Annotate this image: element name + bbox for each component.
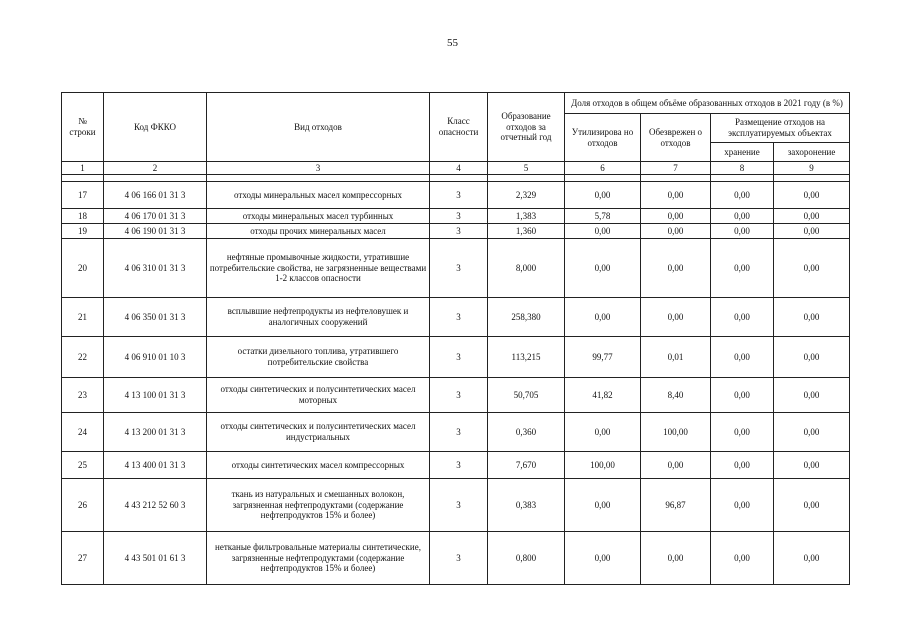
row-number-cell: 27 <box>62 532 104 585</box>
header-placement-group: Размещение отходов на эксплуатируемых объектах <box>711 114 850 143</box>
burial-cell: 0,00 <box>774 479 850 532</box>
fkko-code-cell: 4 13 100 01 31 3 <box>104 378 207 413</box>
waste-name-cell: нетканые фильтровальные материалы синтетические, загрязненные нефтепродуктами (содержание нефтепродуктов 15% и более) <box>207 532 430 585</box>
waste-name-cell: отходы синтетических и полусинтетических масел моторных <box>207 378 430 413</box>
burial-cell: 0,00 <box>774 224 850 239</box>
fkko-code-cell: 4 06 190 01 31 3 <box>104 224 207 239</box>
neutralized-cell: 0,00 <box>641 182 711 209</box>
hazard-class-cell: 3 <box>430 532 488 585</box>
utilized-cell: 0,00 <box>565 413 641 452</box>
table-row <box>62 337 850 378</box>
spacer-cell <box>488 175 565 182</box>
storage-cell: 0,00 <box>711 209 774 224</box>
utilized-cell: 41,82 <box>565 378 641 413</box>
table-row <box>62 224 850 239</box>
utilized-cell: 0,00 <box>565 298 641 337</box>
storage-cell: 0,00 <box>711 239 774 298</box>
fkko-code-cell: 4 06 350 01 31 3 <box>104 298 207 337</box>
storage-cell: 0,00 <box>711 413 774 452</box>
burial-cell: 0,00 <box>774 298 850 337</box>
table-row <box>62 452 850 479</box>
spacer-cell <box>104 175 207 182</box>
hazard-class-cell: 3 <box>430 224 488 239</box>
burial-cell: 0,00 <box>774 182 850 209</box>
storage-cell: 0,00 <box>711 378 774 413</box>
neutralized-cell: 8,40 <box>641 378 711 413</box>
hazard-class-cell: 3 <box>430 378 488 413</box>
table-row <box>62 378 850 413</box>
utilized-cell: 0,00 <box>565 479 641 532</box>
spacer-cell <box>711 175 774 182</box>
row-number-cell: 19 <box>62 224 104 239</box>
generated-cell: 1,360 <box>488 224 565 239</box>
neutralized-cell: 0,00 <box>641 452 711 479</box>
table-row <box>62 532 850 585</box>
column-number: 9 <box>774 162 850 175</box>
generated-cell: 8,000 <box>488 239 565 298</box>
row-number-cell: 23 <box>62 378 104 413</box>
generated-cell: 258,380 <box>488 298 565 337</box>
generated-cell: 0,383 <box>488 479 565 532</box>
spacer-cell <box>774 175 850 182</box>
column-number: 7 <box>641 162 711 175</box>
hazard-class-cell: 3 <box>430 337 488 378</box>
burial-cell: 0,00 <box>774 413 850 452</box>
table-row <box>62 209 850 224</box>
column-number: 5 <box>488 162 565 175</box>
row-number-cell: 24 <box>62 413 104 452</box>
neutralized-cell: 0,00 <box>641 209 711 224</box>
row-number-cell: 21 <box>62 298 104 337</box>
column-number: 1 <box>62 162 104 175</box>
header-utilized: Утилизирова но отходов <box>565 114 641 162</box>
waste-table <box>61 92 850 585</box>
waste-name-cell: остатки дизельного топлива, утратившего потребительские свойства <box>207 337 430 378</box>
generated-cell: 113,215 <box>488 337 565 378</box>
spacer-cell <box>62 175 104 182</box>
hazard-class-cell: 3 <box>430 479 488 532</box>
hazard-class-cell: 3 <box>430 298 488 337</box>
generated-cell: 7,670 <box>488 452 565 479</box>
header-neutralized: Обезврежен о отходов <box>641 114 711 162</box>
hazard-class-cell: 3 <box>430 413 488 452</box>
column-number: 2 <box>104 162 207 175</box>
column-number-row <box>62 162 850 175</box>
row-number-cell: 25 <box>62 452 104 479</box>
table-row <box>62 182 850 209</box>
waste-name-cell: отходы минеральных масел турбинных <box>207 209 430 224</box>
burial-cell: 0,00 <box>774 532 850 585</box>
column-number: 4 <box>430 162 488 175</box>
burial-cell: 0,00 <box>774 378 850 413</box>
spacer-cell <box>207 175 430 182</box>
utilized-cell: 0,00 <box>565 224 641 239</box>
hazard-class-cell: 3 <box>430 452 488 479</box>
neutralized-cell: 0,00 <box>641 298 711 337</box>
header-waste-type: Вид отходов <box>207 93 430 162</box>
waste-name-cell: отходы прочих минеральных масел <box>207 224 430 239</box>
header-fkko-code: Код ФККО <box>104 93 207 162</box>
header-storage: хранение <box>711 143 774 162</box>
generated-cell: 0,800 <box>488 532 565 585</box>
fkko-code-cell: 4 06 166 01 31 3 <box>104 182 207 209</box>
storage-cell: 0,00 <box>711 298 774 337</box>
storage-cell: 0,00 <box>711 337 774 378</box>
spacer-cell <box>430 175 488 182</box>
neutralized-cell: 0,00 <box>641 532 711 585</box>
neutralized-cell: 96,87 <box>641 479 711 532</box>
utilized-cell: 5,78 <box>565 209 641 224</box>
fkko-code-cell: 4 06 310 01 31 3 <box>104 239 207 298</box>
hazard-class-cell: 3 <box>430 239 488 298</box>
fkko-code-cell: 4 13 400 01 31 3 <box>104 452 207 479</box>
burial-cell: 0,00 <box>774 337 850 378</box>
column-number: 3 <box>207 162 430 175</box>
column-number: 8 <box>711 162 774 175</box>
fkko-code-cell: 4 06 910 01 10 3 <box>104 337 207 378</box>
header-row-no: № строки <box>62 93 104 162</box>
fkko-code-cell: 4 13 200 01 31 3 <box>104 413 207 452</box>
header-share-group: Доля отходов в общем объёме образованных отходов в 2021 году (в %) <box>565 93 850 114</box>
generated-cell: 2,329 <box>488 182 565 209</box>
spacer-cell <box>565 175 641 182</box>
burial-cell: 0,00 <box>774 452 850 479</box>
fkko-code-cell: 4 43 501 01 61 3 <box>104 532 207 585</box>
waste-name-cell: отходы синтетических масел компрессорных <box>207 452 430 479</box>
generated-cell: 1,383 <box>488 209 565 224</box>
spacer-cell <box>641 175 711 182</box>
burial-cell: 0,00 <box>774 239 850 298</box>
storage-cell: 0,00 <box>711 479 774 532</box>
fkko-code-cell: 4 06 170 01 31 3 <box>104 209 207 224</box>
header-hazard-class: Класс опасности <box>430 93 488 162</box>
utilized-cell: 99,77 <box>565 337 641 378</box>
header-burial: захоронение <box>774 143 850 162</box>
storage-cell: 0,00 <box>711 182 774 209</box>
waste-name-cell: нефтяные промывочные жидкости, утратившие потребительские свойства, не загрязненные веществами 1-2 классов опасности <box>207 239 430 298</box>
hazard-class-cell: 3 <box>430 182 488 209</box>
row-number-cell: 22 <box>62 337 104 378</box>
storage-cell: 0,00 <box>711 224 774 239</box>
waste-name-cell: всплывшие нефтепродукты из нефтеловушек и аналогичных сооружений <box>207 298 430 337</box>
row-number-cell: 18 <box>62 209 104 224</box>
table-row <box>62 298 850 337</box>
storage-cell: 0,00 <box>711 452 774 479</box>
page-number: 55 <box>447 37 458 49</box>
generated-cell: 0,360 <box>488 413 565 452</box>
neutralized-cell: 0,00 <box>641 239 711 298</box>
fkko-code-cell: 4 43 212 52 60 3 <box>104 479 207 532</box>
header-row-main <box>62 93 850 114</box>
waste-name-cell: отходы минеральных масел компрессорных <box>207 182 430 209</box>
utilized-cell: 0,00 <box>565 239 641 298</box>
utilized-cell: 0,00 <box>565 182 641 209</box>
hazard-class-cell: 3 <box>430 209 488 224</box>
header-generated: Образование отходов за отчетный год <box>488 93 565 162</box>
storage-cell: 0,00 <box>711 532 774 585</box>
utilized-cell: 100,00 <box>565 452 641 479</box>
neutralized-cell: 0,00 <box>641 224 711 239</box>
row-number-cell: 20 <box>62 239 104 298</box>
waste-name-cell: отходы синтетических и полусинтетических масел индустриальных <box>207 413 430 452</box>
utilized-cell: 0,00 <box>565 532 641 585</box>
spacer-row <box>62 175 850 182</box>
row-number-cell: 26 <box>62 479 104 532</box>
neutralized-cell: 0,01 <box>641 337 711 378</box>
waste-name-cell: ткань из натуральных и смешанных волокон, загрязненная нефтепродуктами (содержание нефтепродуктов 15% и более) <box>207 479 430 532</box>
neutralized-cell: 100,00 <box>641 413 711 452</box>
table-row <box>62 239 850 298</box>
generated-cell: 50,705 <box>488 378 565 413</box>
table-row <box>62 479 850 532</box>
burial-cell: 0,00 <box>774 209 850 224</box>
row-number-cell: 17 <box>62 182 104 209</box>
table-row <box>62 413 850 452</box>
column-number: 6 <box>565 162 641 175</box>
